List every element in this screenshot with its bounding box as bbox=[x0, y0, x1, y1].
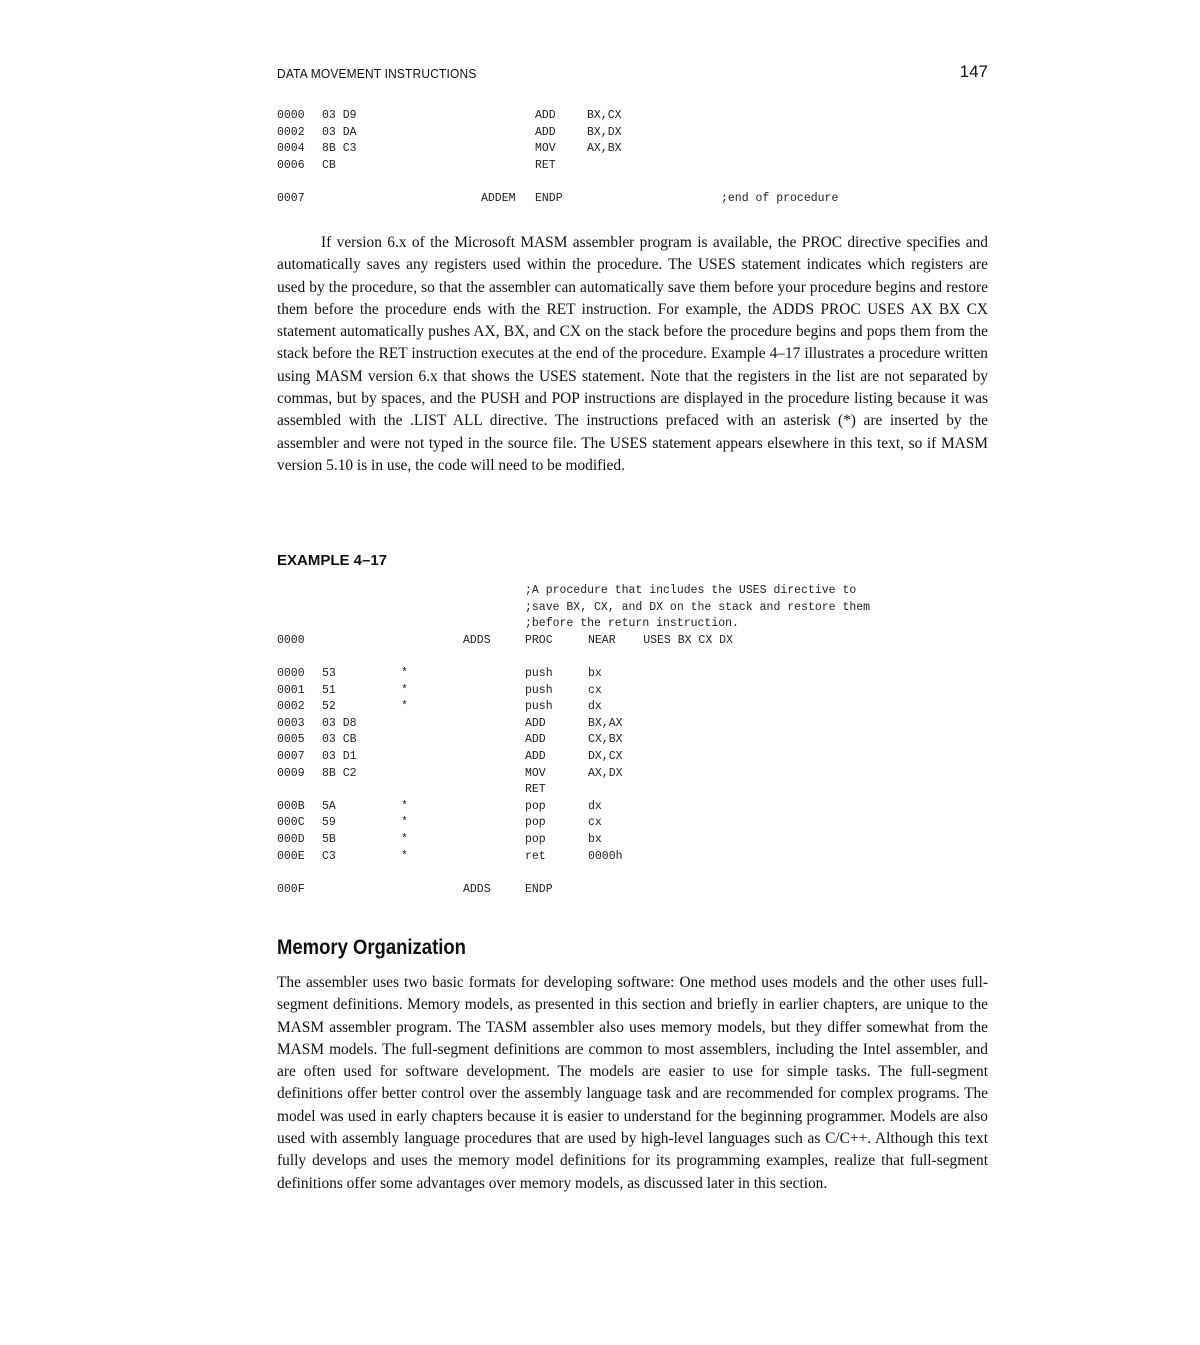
mnemonic: ENDP bbox=[525, 882, 553, 896]
mnemonic: pop bbox=[525, 799, 546, 813]
machine-code: 59 bbox=[322, 816, 336, 830]
operands: dx bbox=[588, 799, 602, 813]
code-proc-line bbox=[277, 633, 997, 650]
operands: 0000h bbox=[588, 849, 623, 863]
code-comment: ;end of procedure bbox=[721, 191, 839, 205]
machine-code: 03 D1 bbox=[322, 749, 357, 763]
mnemonic: ADD bbox=[535, 109, 556, 122]
code-blank-line bbox=[277, 174, 977, 191]
code-line bbox=[277, 191, 977, 208]
operands: NEAR USES BX CX DX bbox=[588, 633, 733, 647]
code-comment-line bbox=[277, 600, 997, 617]
operands: dx bbox=[588, 700, 602, 714]
mnemonic: RET bbox=[525, 783, 546, 797]
code-line bbox=[277, 699, 997, 716]
machine-code: 8B C2 bbox=[322, 766, 357, 780]
machine-code: 03 CB bbox=[322, 733, 357, 747]
section-heading: Memory Organization bbox=[277, 936, 466, 959]
code-address: 0003 bbox=[277, 716, 305, 730]
operands: cx bbox=[588, 683, 602, 697]
code-address: 0004 bbox=[277, 142, 305, 156]
code-blank-line bbox=[277, 865, 997, 882]
machine-code: 8B C3 bbox=[322, 142, 357, 156]
mnemonic: RET bbox=[535, 158, 556, 172]
asterisk-marker: * bbox=[401, 816, 408, 830]
code-address: 0002 bbox=[277, 125, 305, 139]
code-line bbox=[277, 766, 997, 783]
mnemonic: ret bbox=[525, 849, 546, 863]
mnemonic: MOV bbox=[525, 766, 546, 780]
code-line bbox=[277, 799, 997, 816]
asterisk-marker: * bbox=[401, 683, 408, 697]
code-comment: ;before the return instruction. bbox=[525, 617, 739, 631]
code-address: 000C bbox=[277, 816, 305, 830]
code-line bbox=[277, 158, 977, 175]
mnemonic: ADD bbox=[525, 733, 546, 747]
mnemonic: ENDP bbox=[535, 191, 563, 205]
machine-code: 5A bbox=[322, 799, 336, 813]
code-comment-line bbox=[277, 616, 997, 633]
machine-code: 52 bbox=[322, 700, 336, 714]
code-address: 0001 bbox=[277, 683, 305, 697]
code-line bbox=[277, 732, 997, 749]
page-number: 147 bbox=[959, 62, 988, 81]
code-listing-example-4-17 bbox=[277, 583, 997, 898]
code-address: 0000 bbox=[277, 666, 305, 680]
machine-code: 5B bbox=[322, 832, 336, 846]
code-address: 0000 bbox=[277, 109, 305, 122]
operands: bx bbox=[588, 832, 602, 846]
code-endp-line bbox=[277, 882, 997, 899]
mnemonic: ADD bbox=[525, 716, 546, 730]
asterisk-marker: * bbox=[401, 666, 408, 680]
mnemonic: PROC bbox=[525, 633, 553, 647]
machine-code: 03 DA bbox=[322, 125, 357, 139]
operands: AX,DX bbox=[588, 766, 623, 780]
code-line bbox=[277, 125, 977, 142]
code-address: 0007 bbox=[277, 749, 305, 763]
code-line bbox=[277, 832, 997, 849]
operands: cx bbox=[588, 816, 602, 830]
body-paragraph-memory-organization: The assembler uses two basic formats for developing software: One method uses models and the other uses full-segment definitions. Memory models, as presented in this section and briefly in earlier chapters, are unique to the MASM assembler program. The TASM assembler also uses memory models, but they differ somewhat from the MASM models. The full-segment definitions are common to most assemblers, including the Intel assembler, and are often used for software development. The models are easier to use for simple tasks. The full-segment definitions offer better control over the assembly language task and are recommended for complex programs. The model was used in early chapters because it is easier to understand for the beginning programmer. Models are also used with assembly language procedures that are used by high-level languages such as C/C++. Although this text fully develops and uses the memory model definitions for its programming examples, realize that full-segment definitions offer some advantages over memory models, as discussed later in this section. bbox=[277, 974, 988, 1192]
operands: bx bbox=[588, 666, 602, 680]
operands: BX,AX bbox=[588, 716, 623, 730]
procedure-label: ADDS bbox=[463, 633, 491, 647]
code-address: 0005 bbox=[277, 733, 305, 747]
example-label: EXAMPLE 4–17 bbox=[277, 552, 388, 569]
operands: BX,CX bbox=[587, 109, 622, 122]
code-comment: ;A procedure that includes the USES directive to bbox=[525, 584, 857, 597]
machine-code: C3 bbox=[322, 849, 336, 863]
mnemonic: pop bbox=[525, 832, 546, 846]
code-address: 0009 bbox=[277, 766, 305, 780]
operands: DX,CX bbox=[588, 749, 623, 763]
code-address: 000D bbox=[277, 832, 305, 846]
code-address: 0002 bbox=[277, 700, 305, 714]
body-paragraph-uses: If version 6.x of the Microsoft MASM assembler program is available, the PROC directive specifies and automatically saves any registers used within the procedure. The USES statement indicates which registers are used by the procedure, so that the assembler can automatically save them before your procedure begins and restore them before the procedure ends with the RET instruction. For example, the ADDS PROC USES AX BX CX statement automatically pushes AX, BX, and CX on the stack before the procedure begins and pops them from the stack before the RET instruction executes at the end of the procedure. Example 4–17 illustrates a procedure written using MASM version 6.x that shows the USES statement. Note that the registers in the list are not separated by commas, but by spaces, and the PUSH and POP instructions are displayed in the procedure listing because it was assembled with the .LIST ALL directive. The instructions prefaced with an asterisk (*) are inserted by the assembler and were not typed in the source file. The USES statement appears elsewhere in this text, so if MASM version 5.10 is in use, the code will need to be modified. bbox=[277, 234, 988, 474]
machine-code: 03 D8 bbox=[322, 716, 357, 730]
asterisk-marker: * bbox=[401, 849, 408, 863]
operands: BX,DX bbox=[587, 125, 622, 139]
mnemonic: ADD bbox=[535, 125, 556, 139]
code-comment-line bbox=[277, 583, 997, 600]
machine-code: 03 D9 bbox=[322, 109, 357, 122]
code-address: 000E bbox=[277, 849, 305, 863]
procedure-label: ADDS bbox=[463, 882, 491, 896]
code-line bbox=[277, 141, 977, 158]
code-address: 0000 bbox=[277, 633, 305, 647]
code-line bbox=[277, 849, 997, 866]
code-address: 0006 bbox=[277, 158, 305, 172]
code-line bbox=[277, 666, 997, 683]
operands: CX,BX bbox=[588, 733, 623, 747]
machine-code: 53 bbox=[322, 666, 336, 680]
code-line bbox=[277, 749, 997, 766]
asterisk-marker: * bbox=[401, 700, 408, 714]
mnemonic: push bbox=[525, 666, 553, 680]
mnemonic: MOV bbox=[535, 142, 556, 156]
code-address: 0007 bbox=[277, 191, 305, 205]
code-line bbox=[277, 683, 997, 700]
mnemonic: pop bbox=[525, 816, 546, 830]
code-address: 000F bbox=[277, 882, 305, 896]
code-blank-line bbox=[277, 649, 997, 666]
code-comment: ;save BX, CX, and DX on the stack and restore them bbox=[525, 600, 871, 614]
asterisk-marker: * bbox=[401, 799, 408, 813]
code-line bbox=[277, 782, 997, 799]
machine-code: CB bbox=[322, 158, 336, 172]
code-line bbox=[277, 815, 997, 832]
operands: AX,BX bbox=[587, 142, 622, 156]
mnemonic: ADD bbox=[525, 749, 546, 763]
procedure-label: ADDEM bbox=[481, 191, 516, 205]
asterisk-marker: * bbox=[401, 832, 408, 846]
code-line bbox=[277, 108, 977, 125]
running-head: DATA MOVEMENT INSTRUCTIONS bbox=[277, 66, 477, 81]
mnemonic: push bbox=[525, 683, 553, 697]
code-listing-addem bbox=[277, 108, 977, 208]
machine-code: 51 bbox=[322, 683, 336, 697]
code-address: 000B bbox=[277, 799, 305, 813]
code-line bbox=[277, 716, 997, 733]
mnemonic: push bbox=[525, 700, 553, 714]
